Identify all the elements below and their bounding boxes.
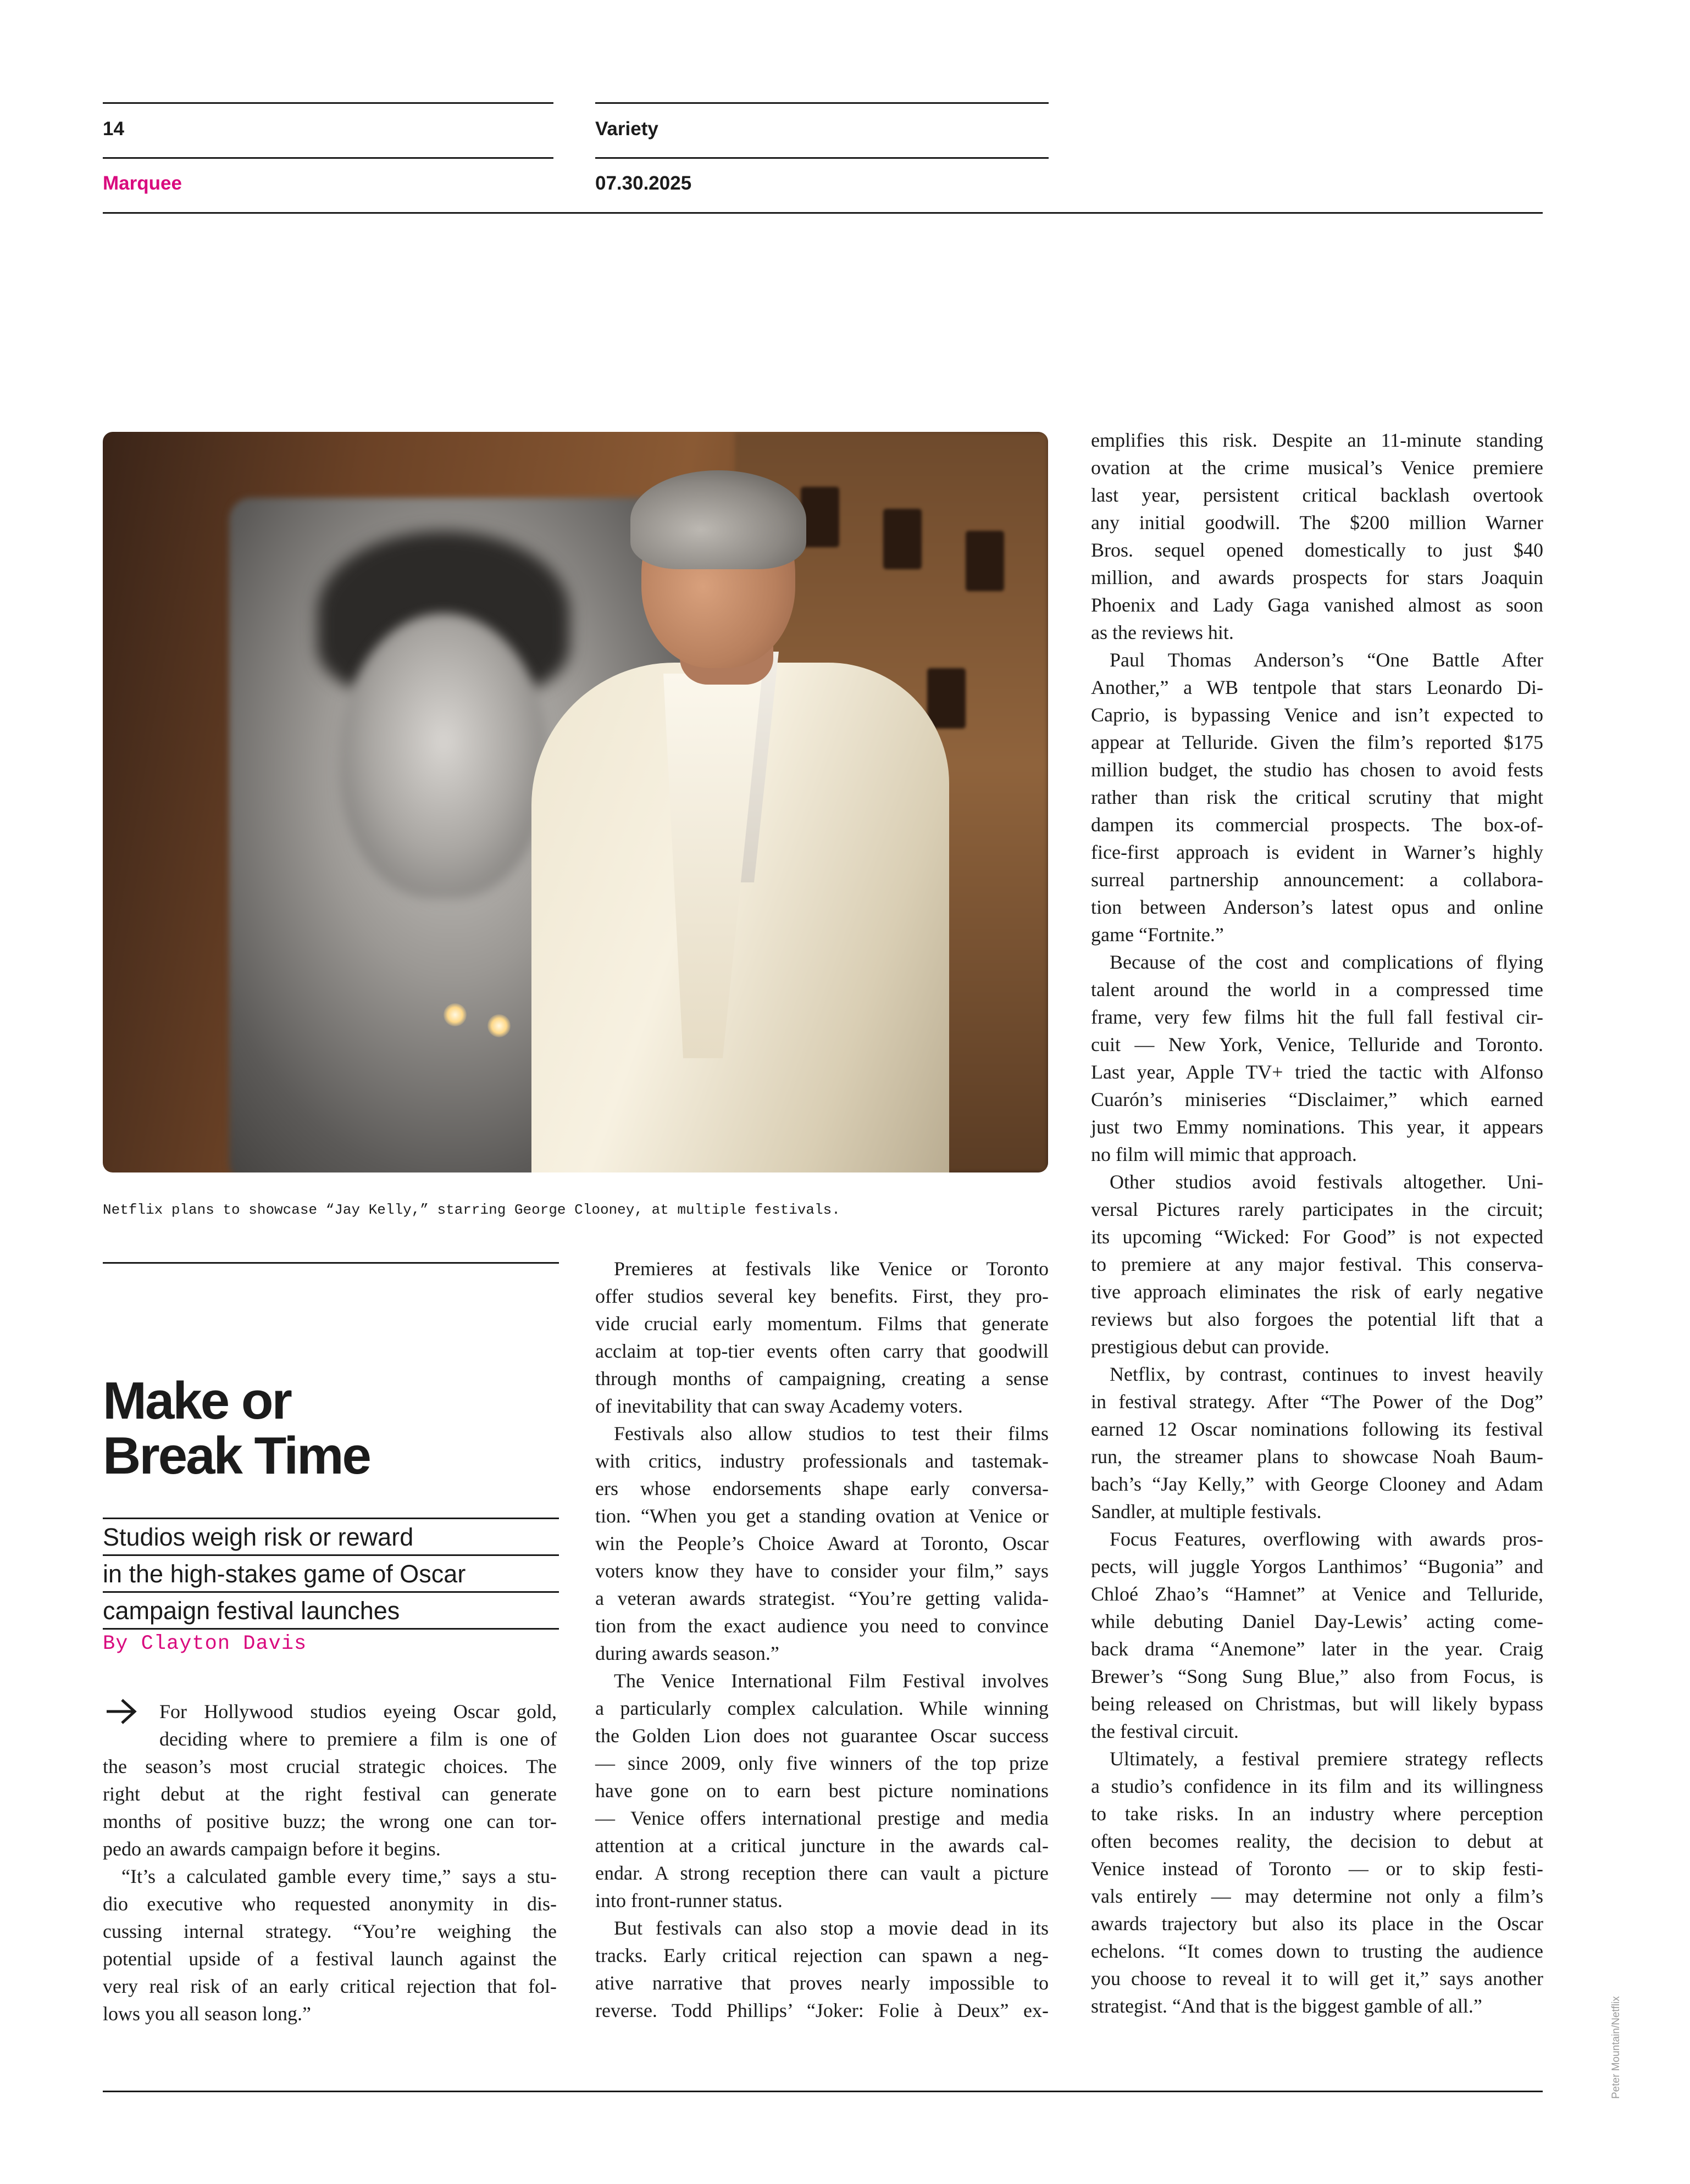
article-text-line: ative narrative that proves nearly impossible to [595,1972,1049,1994]
photo-caption: Netflix plans to showcase “Jay Kelly,” starring George Clooney, at multiple festivals. [103,1202,840,1218]
article-text-line: million budget, the studio has chosen to avoid fests [1091,759,1543,781]
article-text-line: as the reviews hit. [1091,621,1234,643]
article-text-line: talent around the world in a compressed time [1091,979,1543,1001]
headline-line: Make or [103,1371,291,1430]
publication-name: Variety [595,118,658,140]
article-text-line: reviews but also forgoes the potential lift that a [1091,1308,1543,1330]
article-text-line: game “Fortnite.” [1091,924,1224,946]
article-text-line: Netflix, by contrast, continues to invest heavily [1110,1363,1543,1385]
article-text-line: tion. “When you get a standing ovation at Venice or [595,1505,1049,1527]
deck-rule [103,1628,559,1630]
article-text-line: the festival circuit. [1091,1720,1239,1742]
article-text-line: — since 2009, only five winners of the top prize [595,1752,1049,1774]
article-text-line: run, the streamer plans to showcase Noah Baum- [1091,1446,1543,1468]
article-text-line: Venice instead of Toronto — or to skip festi- [1091,1858,1543,1880]
article-text-line: Phoenix and Lady Gaga vanished almost as soon [1091,594,1543,616]
article-text-line: bach’s “Jay Kelly,” with George Clooney and Adam [1091,1473,1543,1495]
article-text-line: the Golden Lion does not guarantee Oscar success [595,1725,1049,1747]
article-text-line: fice-first approach is evident in Warner’s highly [1091,841,1543,863]
article-text-line: pedo an awards campaign before it begins. [103,1838,441,1860]
headline-rule-top [103,1262,559,1264]
article-text-line: ers whose endorsements shape early conversa- [595,1477,1049,1499]
article-text-line: you choose to reveal it to will get it,” says another [1091,1968,1543,1990]
article-text-line: surreal partnership announcement: a collabora- [1091,869,1543,891]
issue-date: 07.30.2025 [595,173,692,194]
article-text-line: Focus Features, overflowing with awards pros- [1110,1528,1543,1550]
article-text-line: last year, persistent critical backlash overtook [1091,484,1543,506]
header-rule-mid-mid [595,157,1049,159]
deck-line: Studios weigh risk or reward [103,1523,414,1551]
article-column-1 [103,1698,557,2027]
article-text-line: Paul Thomas Anderson’s “One Battle After [1110,649,1543,671]
article-text-line: Ultimately, a festival premiere strategy reflects [1110,1748,1543,1770]
byline: By Clayton Davis [103,1632,307,1655]
header-rule-mid-top [595,102,1049,104]
article-text-line: rather than risk the critical scrutiny that might [1091,786,1543,808]
article-text-line: while debuting Daniel Day-Lewis’ acting come- [1091,1610,1543,1632]
article-text-line: tive approach eliminates the risk of early negative [1091,1281,1543,1303]
article-text-line: versal Pictures rarely participates in the circuit; [1091,1198,1543,1220]
article-text-line: just two Emmy nominations. This year, it appears [1091,1116,1543,1138]
article-text-line: But festivals can also stop a movie dead in its [614,1917,1049,1939]
article-text-line: Other studios avoid festivals altogether. Uni- [1110,1171,1543,1193]
article-text-line: Bros. sequel opened domestically to just $40 [1091,539,1543,561]
article-text-line: awards trajectory but also its place in the Oscar [1091,1913,1543,1935]
page-number: 14 [103,118,124,140]
article-text-line: win the People’s Choice Award at Toronto, Oscar [595,1532,1049,1554]
article-text-line: attention at a critical juncture in the awards cal- [595,1835,1049,1857]
gray-hair [630,470,806,569]
deck-line: in the high-stakes game of Oscar [103,1560,466,1588]
article-text-line: with critics, industry professionals and tastemak- [595,1450,1049,1472]
article-text-line: through months of campaigning, creating a sense [595,1368,1049,1390]
article-column-3 [1091,426,1543,2020]
deck-line: campaign festival launches [103,1597,400,1625]
article-column-2 [595,1255,1049,2024]
article-text-line: often becomes reality, the decision to debut at [1091,1830,1543,1852]
headline [103,1371,559,1485]
article-text-line: Chloé Zhao’s “Hamnet” at Venice and Telluride, [1091,1583,1543,1605]
article-text-line: Premieres at festivals like Venice or Toronto [614,1258,1049,1280]
article-text-line: endar. A strong reception there can vault a picture [595,1862,1049,1884]
article-text-line: its upcoming “Wicked: For Good” is not expected [1091,1226,1543,1248]
article-text-line: vals entirely — may determine not only a film’s [1091,1885,1543,1907]
article-text-line: The Venice International Film Festival involves [614,1670,1049,1692]
article-text-line: any initial goodwill. The $200 million Warner [1091,512,1543,534]
article-text-line: tion between Anderson’s latest opus and online [1091,896,1543,918]
building-window [883,509,922,569]
article-text-line: voters know they have to consider your film,” says [595,1560,1049,1582]
article-text-line: back drama “Anemone” later in the year. Craig [1091,1638,1543,1660]
footer-rule [103,2091,1543,2092]
article-text-line: Another,” a WB tentpole that stars Leonardo Di- [1091,676,1543,698]
article-text-line: of inevitability that can sway Academy voters. [595,1395,963,1417]
article-text-line: “It’s a calculated gamble every time,” says a stu- [121,1865,557,1887]
article-text-line: dio executive who requested anonymity in dis- [103,1893,557,1915]
article-text-line: have gone on to earn best picture nominations [595,1780,1049,1802]
headline-line: Break Time [103,1426,370,1485]
article-text-line: lows you all season long.” [103,2003,311,2025]
article-text-line: cuit — New York, Venice, Telluride and Toronto. [1091,1033,1543,1055]
article-text-line: in festival strategy. After “The Power of the Dog” [1091,1391,1543,1413]
article-text-line: Sandler, at multiple festivals. [1091,1501,1322,1522]
article-text-line: million, and awards prospects for stars Joaquin [1091,566,1543,588]
article-text-line: tracks. Early critical rejection can spawn a neg- [595,1944,1049,1966]
article-text-line: during awards season.” [595,1642,779,1664]
article-text-line: into front-runner status. [595,1890,783,1911]
article-text-line: appear at Telluride. Given the film’s reported $175 [1091,731,1543,753]
article-text-line: prestigious debut can provide. [1091,1336,1329,1358]
header-rule-bottom [103,212,1543,214]
article-text-line: potential upside of a festival launch against the [103,1948,557,1970]
building-window [966,531,1004,591]
header-rule-left-mid [103,157,553,159]
article-text-line: Brewer’s “Song Sung Blue,” also from Focus, is [1091,1665,1543,1687]
article-text-line: right debut at the right festival can generate [103,1783,557,1805]
article-text-line: to premiere at any major festival. This conserva- [1091,1253,1543,1275]
building-window [801,487,839,547]
article-text-line: dampen its commercial prospects. The box-of- [1091,814,1543,836]
article-text-line: months of positive buzz; the wrong one can tor- [103,1810,557,1832]
article-text-line: pects, will juggle Yorgos Lanthimos’ “Bugonia” and [1091,1555,1543,1577]
article-text-line: For Hollywood studios eyeing Oscar gold, [159,1700,557,1722]
header-rule-left-top [103,102,553,104]
light-bulb [487,1014,511,1037]
article-text-line: the season’s most crucial strategic choices. The [103,1755,557,1777]
article-text-line: Caprio, is bypassing Venice and isn’t expected to [1091,704,1543,726]
article-text-line: strategist. “And that is the biggest gamble of all.” [1091,1995,1482,2017]
article-text-line: Because of the cost and complications of flying [1110,951,1543,973]
article-text-line: deciding where to premiere a film is one of [159,1728,557,1750]
building-window [927,668,966,729]
article-text-line: vide crucial early momentum. Films that generate [595,1313,1049,1335]
section-name: Marquee [103,173,182,194]
article-text-line: cussing internal strategy. “You’re weighing the [103,1920,557,1942]
article-text-line: a veteran awards strategist. “You’re getting valida- [595,1587,1049,1609]
article-text-line: no film will mimic that approach. [1091,1143,1357,1165]
article-text-line: echelons. “It comes down to trusting the audience [1091,1940,1543,1962]
poster-face [339,613,548,899]
article-text-line: to take risks. In an industry where perception [1091,1803,1543,1825]
article-photo [103,432,1048,1172]
article-text-line: Festivals also allow studios to test their films [614,1422,1049,1444]
article-text-line: acclaim at top-tier events often carry that goodwill [595,1340,1049,1362]
article-text-line: frame, very few films hit the full fall festival cir- [1091,1006,1543,1028]
photo-credit: Peter Mountain/Netflix [1610,1996,1622,2099]
article-text-line: ovation at the crime musical’s Venice premiere [1091,457,1543,479]
article-text-line: being released on Christmas, but will likely bypass [1091,1693,1543,1715]
article-text-line: offer studios several key benefits. First, they pro- [595,1285,1049,1307]
article-text-line: Cuarón’s miniseries “Disclaimer,” which earned [1091,1088,1543,1110]
article-text-line: — Venice offers international prestige and media [595,1807,1049,1829]
article-text-line: a studio’s confidence in its film and its willingness [1091,1775,1543,1797]
article-text-line: very real risk of an early critical rejection that fol- [103,1975,557,1997]
article-text-line: earned 12 Oscar nominations following its festival [1091,1418,1543,1440]
article-text-line: a particularly complex calculation. While winning [595,1697,1049,1719]
light-bulb [444,1003,467,1026]
article-text-line: Last year, Apple TV+ tried the tactic with Alfonso [1091,1061,1543,1083]
article-text-line: emplifies this risk. Despite an 11-minute standing [1091,429,1543,451]
article-text-line: tion from the exact audience you need to convince [595,1615,1049,1637]
article-text-line: reverse. Todd Phillips’ “Joker: Folie à Deux” ex- [595,1999,1049,2021]
